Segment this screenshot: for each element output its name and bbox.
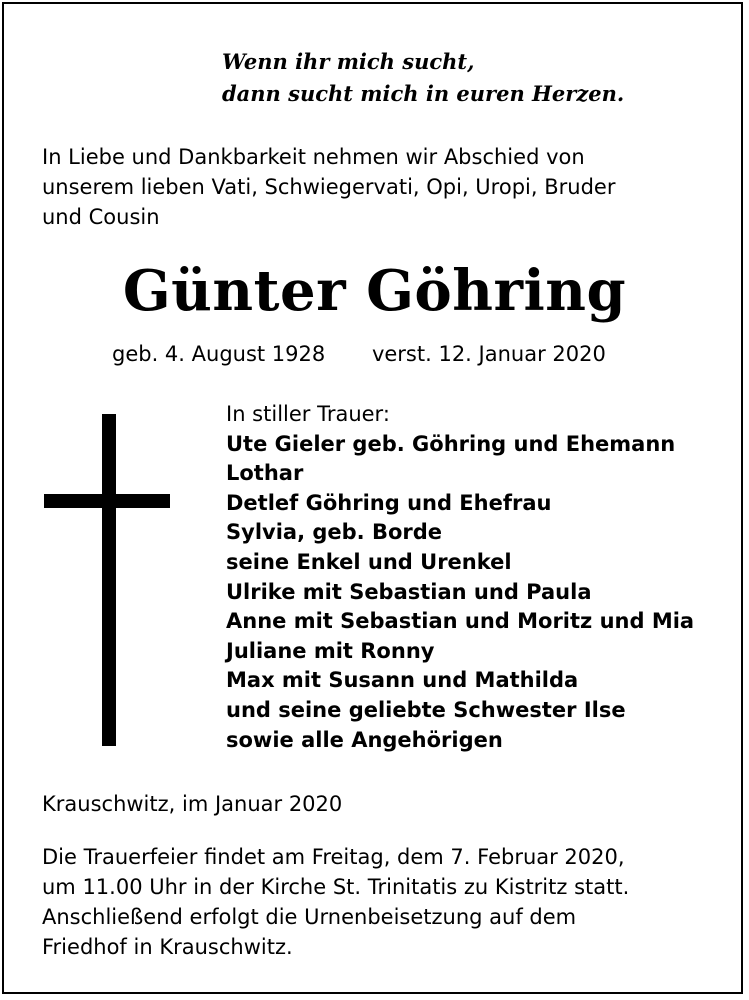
- service-line: Die Trauerfeier findet am Freitag, dem 7. Februar 2020,: [42, 845, 625, 869]
- service-line: Anschließend erfolgt die Urnenbeisetzung auf dem: [42, 905, 577, 929]
- service-info: [42, 842, 629, 962]
- motto-verse: [222, 46, 624, 110]
- birth-date: geb. 4. August 1928: [112, 342, 326, 366]
- deceased-name: Günter Göhring: [122, 258, 627, 324]
- place-date: Krauschwitz, im Januar 2020: [42, 792, 343, 816]
- service-line: um 11.00 Uhr in der Kirche St. Trinitatis zu Kistritz statt.: [42, 875, 630, 899]
- mourner-line: Anne mit Sebastian und Moritz und Mia: [226, 609, 695, 634]
- intro-line: unserem lieben Vati, Schwiegervati, Opi, Uropi, Bruder: [42, 175, 616, 199]
- mourner-line: Sylvia, geb. Borde: [226, 520, 443, 545]
- intro-text: [42, 142, 615, 232]
- mourners-list: [226, 430, 694, 756]
- life-dates: [112, 338, 606, 370]
- mourner-line: und seine geliebte Schwester Ilse: [226, 697, 626, 722]
- intro-line: und Cousin: [42, 205, 160, 229]
- mourner-line: seine Enkel und Urenkel: [226, 549, 512, 574]
- motto-line: dann sucht mich in euren Herzen.: [222, 81, 625, 106]
- cross-horizontal-bar: [44, 494, 170, 508]
- mourner-line: Juliane mit Ronny: [226, 638, 435, 663]
- mourner-line: Ute Gieler geb. Göhring und Ehemann: [226, 431, 676, 456]
- mourner-line: Max mit Susann und Mathilda: [226, 668, 579, 693]
- mourner-line: Lothar: [226, 461, 304, 486]
- motto-line: Wenn ihr mich sucht,: [222, 49, 475, 74]
- mourners-lead: In stiller Trauer:: [226, 402, 390, 426]
- mourners-block: [226, 400, 694, 755]
- mourner-line: sowie alle Angehörigen: [226, 727, 503, 752]
- cross-vertical-bar: [102, 414, 116, 746]
- mourner-line: Ulrike mit Sebastian und Paula: [226, 579, 592, 604]
- service-line: Friedhof in Krauschwitz.: [42, 935, 293, 959]
- mourner-line: Detlef Göhring und Ehefrau: [226, 490, 552, 515]
- death-date: verst. 12. Januar 2020: [371, 342, 606, 366]
- intro-line: In Liebe und Dankbarkeit nehmen wir Abschied von: [42, 145, 585, 169]
